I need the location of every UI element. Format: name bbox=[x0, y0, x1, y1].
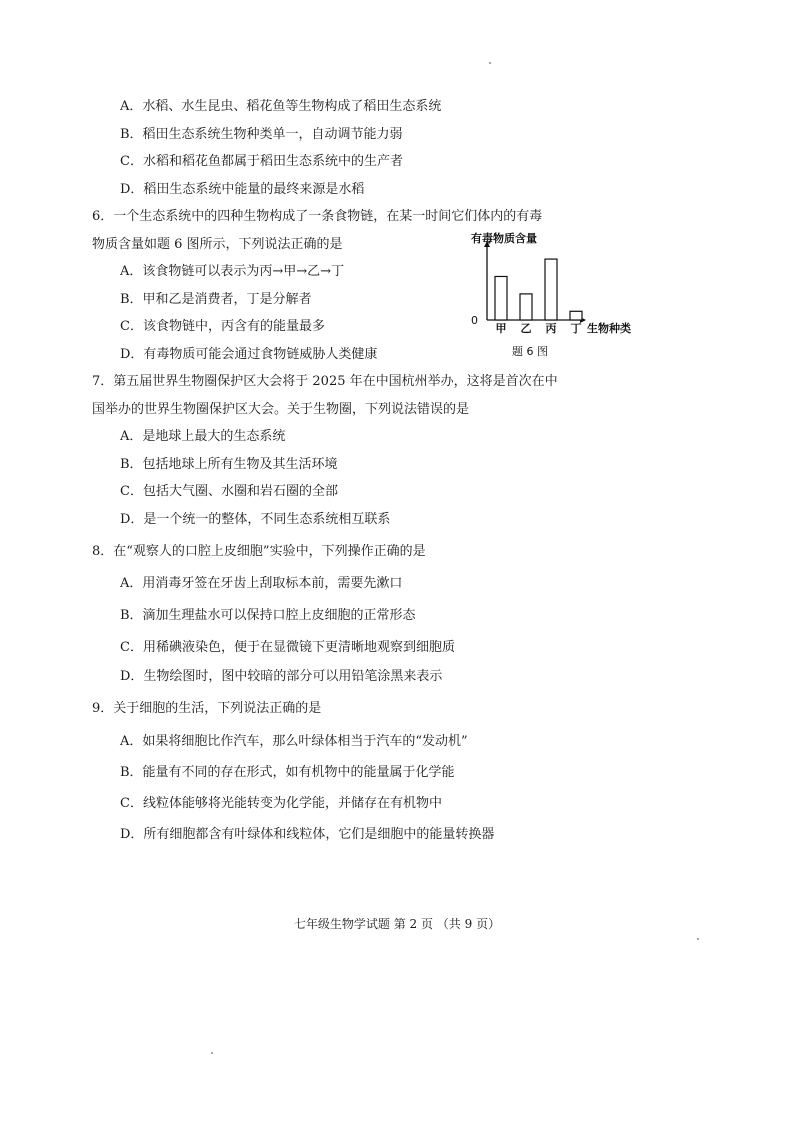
q6-stem-line1: 6．一个生态系统中的四种生物构成了一条食物链，在某一时间它们体内的有毒 bbox=[92, 209, 543, 224]
q5-option-a: A．水稻、水生昆虫、稻花鱼等生物构成了稻田生态系统 bbox=[120, 99, 442, 114]
q6-option-b: B．甲和乙是消费者，丁是分解者 bbox=[120, 292, 312, 307]
category-label-2: 乙 bbox=[520, 322, 532, 335]
q7-stem-line2: 国举办的世界生物圈保护区大会。关于生物圈，下列说法错误的是 bbox=[92, 402, 470, 417]
bar-4 bbox=[570, 311, 582, 320]
category-label-4: 丁 bbox=[570, 322, 582, 335]
q8-option-c: C．用稀碘液染色，便于在显微镜下更清晰地观察到细胞质 bbox=[120, 640, 455, 655]
q6-option-a: A．该食物链可以表示为丙→甲→乙→丁 bbox=[120, 264, 345, 279]
q8-stem: 8．在“观察人的口腔上皮细胞”实验中，下列操作正确的是 bbox=[92, 544, 426, 559]
q9-stem: 9．关于细胞的生活，下列说法正确的是 bbox=[92, 701, 322, 716]
q5-option-b: B．稻田生态系统生物种类单一，自动调节能力弱 bbox=[120, 127, 403, 142]
q9-option-b: B．能量有不同的存在形式，如有机物中的能量属于化学能 bbox=[120, 765, 455, 780]
y-axis-label: 有毒物质含量 bbox=[471, 232, 537, 245]
q7-option-c: C．包括大气圈、水圈和岩石圈的全部 bbox=[120, 484, 338, 499]
q6-stem-line2: 物质含量如题 6 图所示，下列说法正确的是 bbox=[92, 237, 343, 252]
figure-caption: 题 6 图 bbox=[512, 345, 548, 358]
q9-option-a: A．如果将细胞比作汽车，那么叶绿体相当于汽车的“发动机” bbox=[120, 734, 468, 749]
q8-option-d: D．生物绘图时，图中较暗的部分可以用铅笔涂黑来表示 bbox=[120, 669, 443, 684]
page-footer: 七年级生物学试题 第 2 页 （共 9 页） bbox=[293, 917, 501, 931]
q9-option-d: D．所有细胞都含有叶绿体和线粒体，它们是细胞中的能量转换器 bbox=[120, 827, 495, 842]
q7-option-a: A．是地球上最大的生态系统 bbox=[120, 429, 286, 444]
q5-option-d: D．稻田生态系统中能量的最终来源是水稻 bbox=[120, 182, 365, 197]
category-label-1: 甲 bbox=[495, 322, 507, 335]
bar-2 bbox=[520, 294, 532, 320]
q8-option-b: B．滴加生理盐水可以保持口腔上皮细胞的正常形态 bbox=[120, 608, 416, 623]
bar-3 bbox=[545, 259, 557, 320]
scan-speck bbox=[697, 938, 699, 940]
category-label-3: 丙 bbox=[545, 322, 557, 335]
origin-label: 0 bbox=[471, 314, 478, 327]
q7-option-b: B．包括地球上所有生物及其生活环境 bbox=[120, 457, 338, 472]
x-axis-label: 生物种类 bbox=[587, 322, 631, 335]
q8-option-a: A．用消毒牙签在牙齿上刮取标本前，需要先漱口 bbox=[120, 576, 403, 591]
q7-option-d: D．是一个统一的整体，不同生态系统相互联系 bbox=[120, 512, 391, 527]
q5-option-c: C．水稻和稻花鱼都属于稻田生态系统中的生产者 bbox=[120, 154, 403, 169]
q6-option-c: C．该食物链中，丙含有的能量最多 bbox=[120, 319, 325, 334]
q7-stem-line1: 7．第五届世界生物圈保护区大会将于 2025 年在中国杭州举办，这将是首次在中 bbox=[92, 374, 558, 389]
scan-speck bbox=[489, 62, 491, 64]
q6-option-d: D．有毒物质可能会通过食物链威胁人类健康 bbox=[120, 347, 378, 362]
scan-speck bbox=[211, 1052, 213, 1054]
bar-1 bbox=[495, 276, 507, 320]
q9-option-c: C．线粒体能够将光能转变为化学能，并储存在有机物中 bbox=[120, 796, 442, 811]
figure-6-bar-chart bbox=[465, 228, 670, 363]
